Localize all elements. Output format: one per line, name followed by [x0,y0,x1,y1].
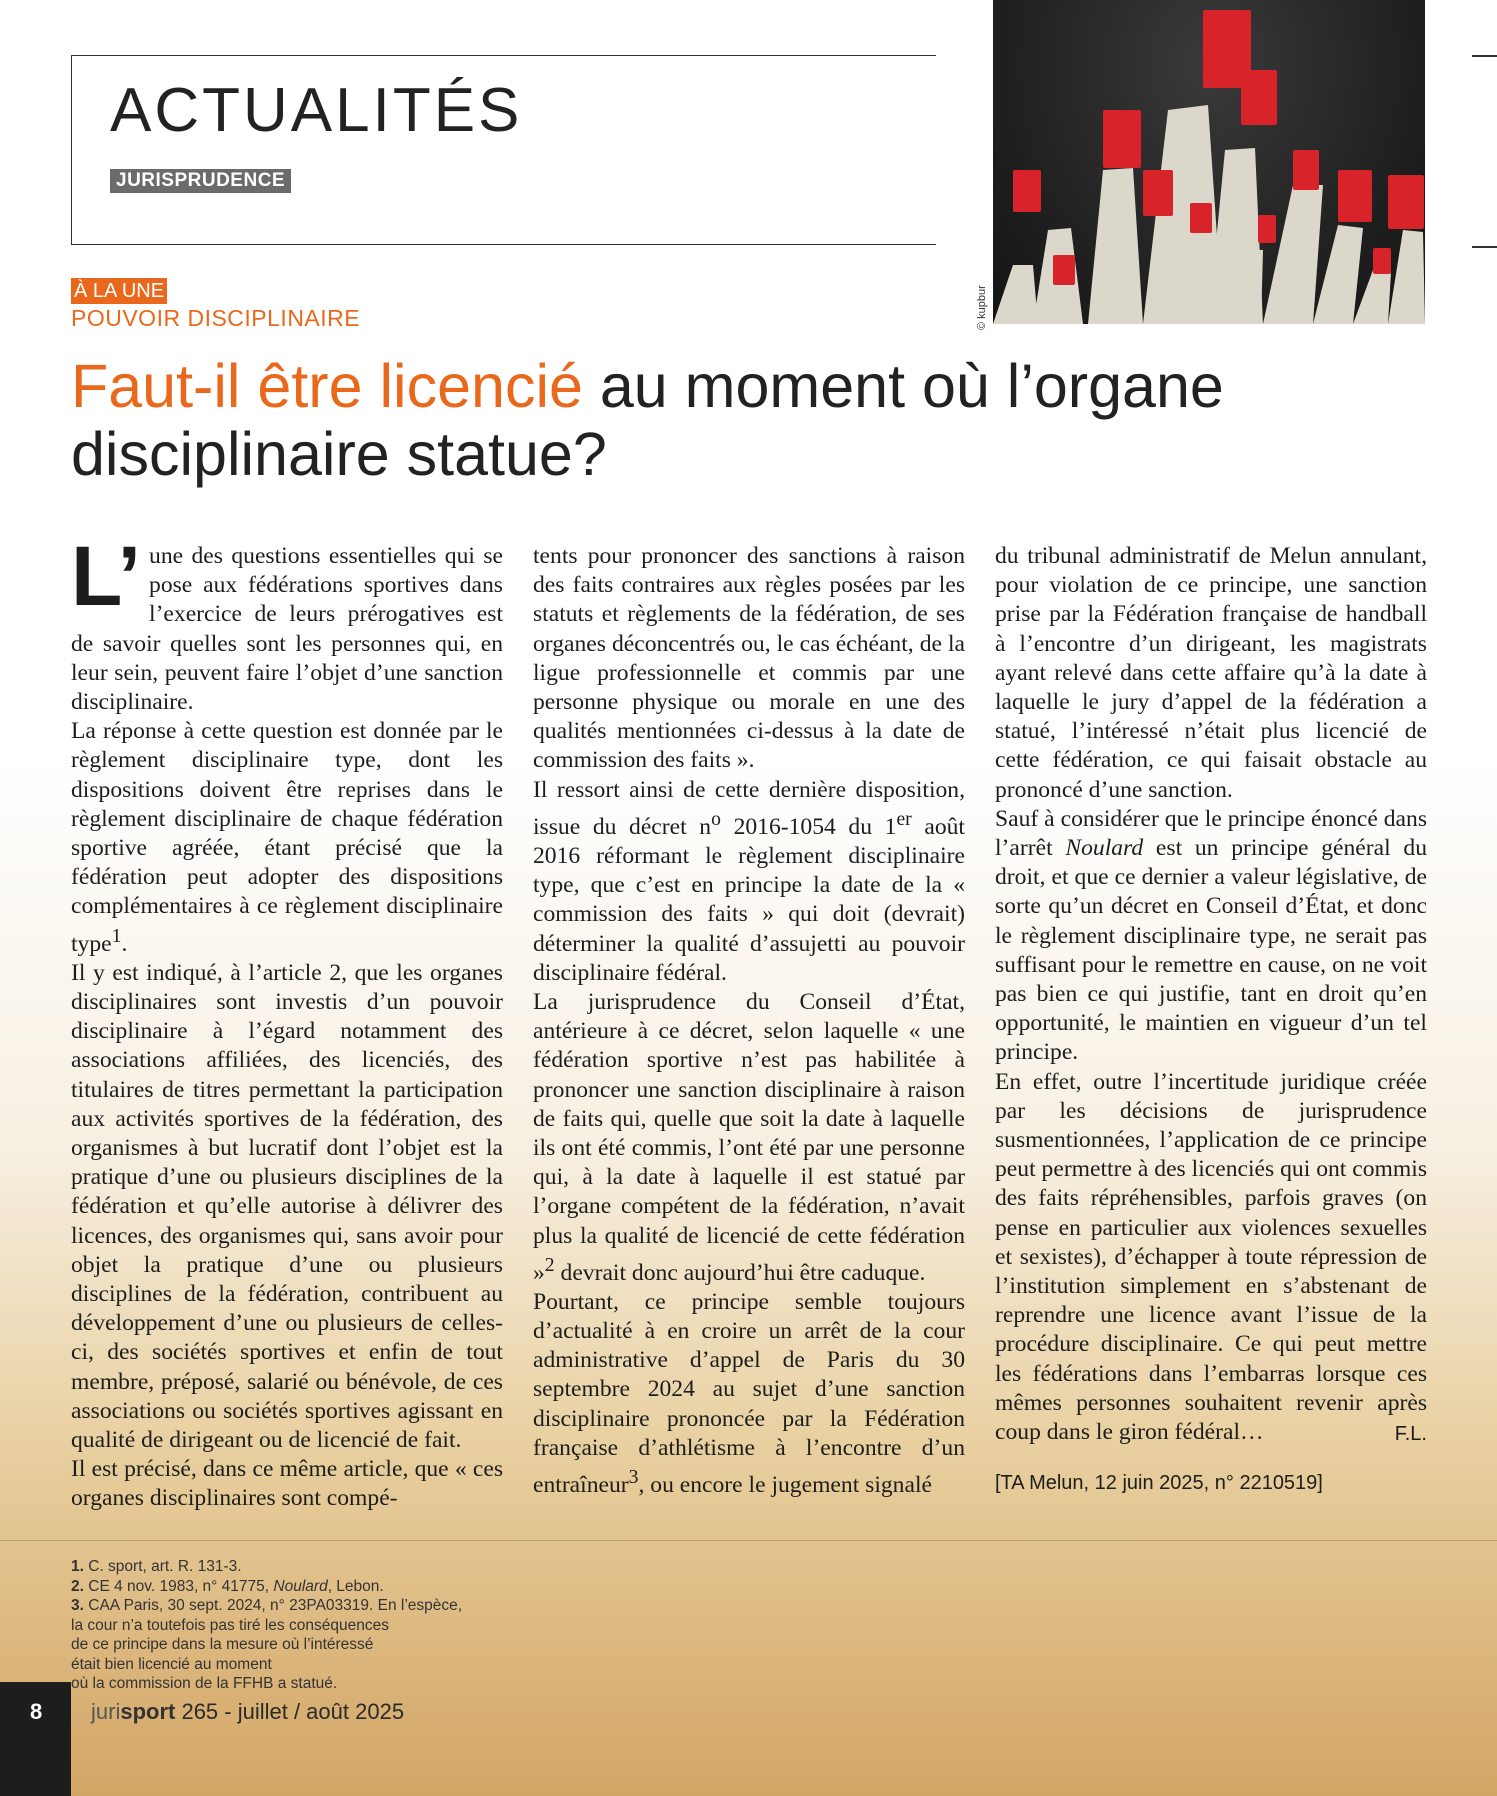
case-reference: [TA Melun, 12 juin 2025, n° 2210519] [995,1472,1323,1495]
paragraph: Pourtant, ce principe semble toujours d’actualité à en croire un arrêt de la cour administrative d’appel de Paris du 30 septembre 2024 au sujet d’une sanction disciplinaire prononcée par la Fédération française d’athlétisme à l’encontre d’un entraîneur$^3$, ou encore le jugement signalé [533,1288,965,1498]
paragraph: La jurisprudence du Conseil d’État, antérieure à ce décret, selon laquelle « une fédération sportive n’est pas habilitée à prononcer une sanction disciplinaire à raison de faits qui, quelle que soit la date à laquelle ils ont été commis, l’ont été par une personne qui, à la date à laquelle il est statué par l’organe compétent de la fédération, n’avait plus la qualité de licencié de cette fédération »$^2$ devrait donc aujourd’hui être caduque. [533,988,965,1286]
subsection-label: JURISPRUDENCE [110,169,291,193]
article-column-1 [71,529,503,1514]
headline-rest: au moment où l’organe disciplinaire statue? [71,352,1224,488]
article-headline [71,352,1451,488]
footnote-2: 2. CE 4 nov. 1983, n° 41775, Noulard, Lebon. [71,1577,384,1595]
article-column-3 [995,542,1427,1499]
paragraph: Sauf à considérer que le principe énoncé dans l’arrêt Noulard est un principe général du droit, et que ce dernier a valeur législative, de sorte qu’un décret en Conseil d’État, et donc le règlement disciplinaire type, ne serait pas suffisant pour le remettre en cause, on ne voit pas bien ce qui justifie, tant en droit qu’en opportunité, le maintien en vigueur d’un tel principe. [995,805,1427,1066]
drop-cap: L’ [71,529,142,623]
footnotes [71,1557,531,1694]
page-number: 8 [30,1699,43,1724]
footnote-ref: 1 [111,924,122,947]
footnote-ref: 3 [628,1466,639,1489]
article-column-2 [533,542,965,1500]
paragraph: tents pour prononcer des sanctions à raison des faits contraires aux règles posées par les statuts et règlements de la fédération, de ses organes déconcentrés ou, le cas échéant, de la ligue professionnelle et commis par une personne physique ou morale en une des qualités mentionnées ci-dessus à la date de commission des faits ». [533,543,965,774]
paragraph: Il y est indiqué, à l’article 2, que les organes disciplinaires sont investis d’un pouvoir disciplinaire à l’égard notamment des associations affiliées, des licenciés, des titulaires de titres permettant la participation aux activités sportives de la fédération, des organismes à but lucratif dont l’objet est la pratique d’une ou plusieurs disciplines de la fédération et qu’elle autorise à délivrer des licences, des organismes qui, sans avoir pour objet la pratique d’une ou plusieurs disciplines de la fédération, contribuent au développement d’une ou plusieurs de celles-ci, des sociétés sportives et enfin de tout membre, préposé, salarié ou bénévole, de ces associations ou sociétés sportives agissant en qualité de dirigeant ou de licencié de fait. [71,959,503,1453]
paragraph: La réponse à cette question est donnée par le règlement disciplinaire type, dont les dispositions doivent être reprises dans le règlement disciplinaire de chaque fédération sportive agréée, étant précisé que la fédération peut adopter des dispositions complémentaires à ce règlement disciplinaire type$^1$. [71,718,503,957]
brand-logo-part-1: juri [91,1699,121,1724]
brand-logo-part-2: sport [120,1699,176,1724]
footnote-3: 3. CAA Paris, 30 sept. 2024, n° 23PA03319. En l’espèce, la cour n’a toutefois pas tiré les conséquences de ce principe dans la mesure où l’intéressé était bien licencié au moment où la commission de la FFHB a statué. [71,1597,463,1692]
paragraph: L’ une des questions essentielles qui se pose aux fédérations sportives dans l’exercice de leurs prérogatives est de savoir quelles sont les personnes qui, en leur sein, peuvent faire l’objet d’une sanction disciplinaire. [71,529,503,716]
headline-accent: Faut-il être licencié [71,352,583,420]
topic-label: POUVOIR DISCIPLINAIRE [71,305,361,331]
footnote-ref: 2 [544,1253,555,1276]
red-cards-image [993,0,1425,324]
section-header [71,55,936,245]
photo-credit: © kupbur [976,285,988,330]
paragraph: Il est précisé, dans ce même article, que « ces organes disciplinaires sont compé- [71,1456,503,1512]
red-cards-illustration [993,0,1425,324]
paragraph: Il ressort ainsi de cette dernière disposition, issue du décret $n^o$ 2016-1054 du 1er août 2016 réformant le règlement disciplinaire type, que c’est en principe la date de la « commission des faits » qui doit (devrait) déterminer la qualité d’assujetti au pouvoir disciplinaire fédéral. [533,776,965,986]
footnote-1: 1. C. sport, art. R. 131-3. [71,1558,242,1575]
front-page-kicker: À LA UNE [71,278,167,304]
issue-label: 265 - juillet / août 2025 [175,1699,405,1724]
issue-info [91,1699,404,1725]
section-title: ACTUALITÉS [110,76,523,145]
header-rule-top [1472,55,1497,57]
header-rule-bottom [1472,246,1497,248]
author-signature: F.L. [1394,1423,1427,1446]
footnote-divider [0,1540,1497,1541]
paragraph: du tribunal administratif de Melun annulant, pour violation de ce principe, une sanction prise par la Fédération française de handball à l’encontre d’un dirigeant, les magistrats ayant relevé dans cette affaire qu’à la date à laquelle le jury d’appel de la fédération a statué, l’intéressé n’était plus licencié de cette fédération, ce qui faisait obstacle au prononcé d’une sanction. [995,543,1427,803]
page-number-block [0,1682,71,1796]
paragraph: En effet, outre l’incertitude juridique créée par les décisions de jurisprudence susmentionnées, l’application de ce principe peut permettre à des licenciés qui ont commis des faits répréhensibles, parfois graves (on pense en particulier aux violences sexuelles et sexistes), d’échapper à toute répression de l’institution simplement en s’abstenant de reprendre une licence avant l’issue de la procédure disciplinaire. Ce qui peut mettre les fédérations dans l’embarras lorsque ces mêmes personnes souhaitent revenir après coup dans le giron fédéral… F.L. [995,1068,1427,1448]
